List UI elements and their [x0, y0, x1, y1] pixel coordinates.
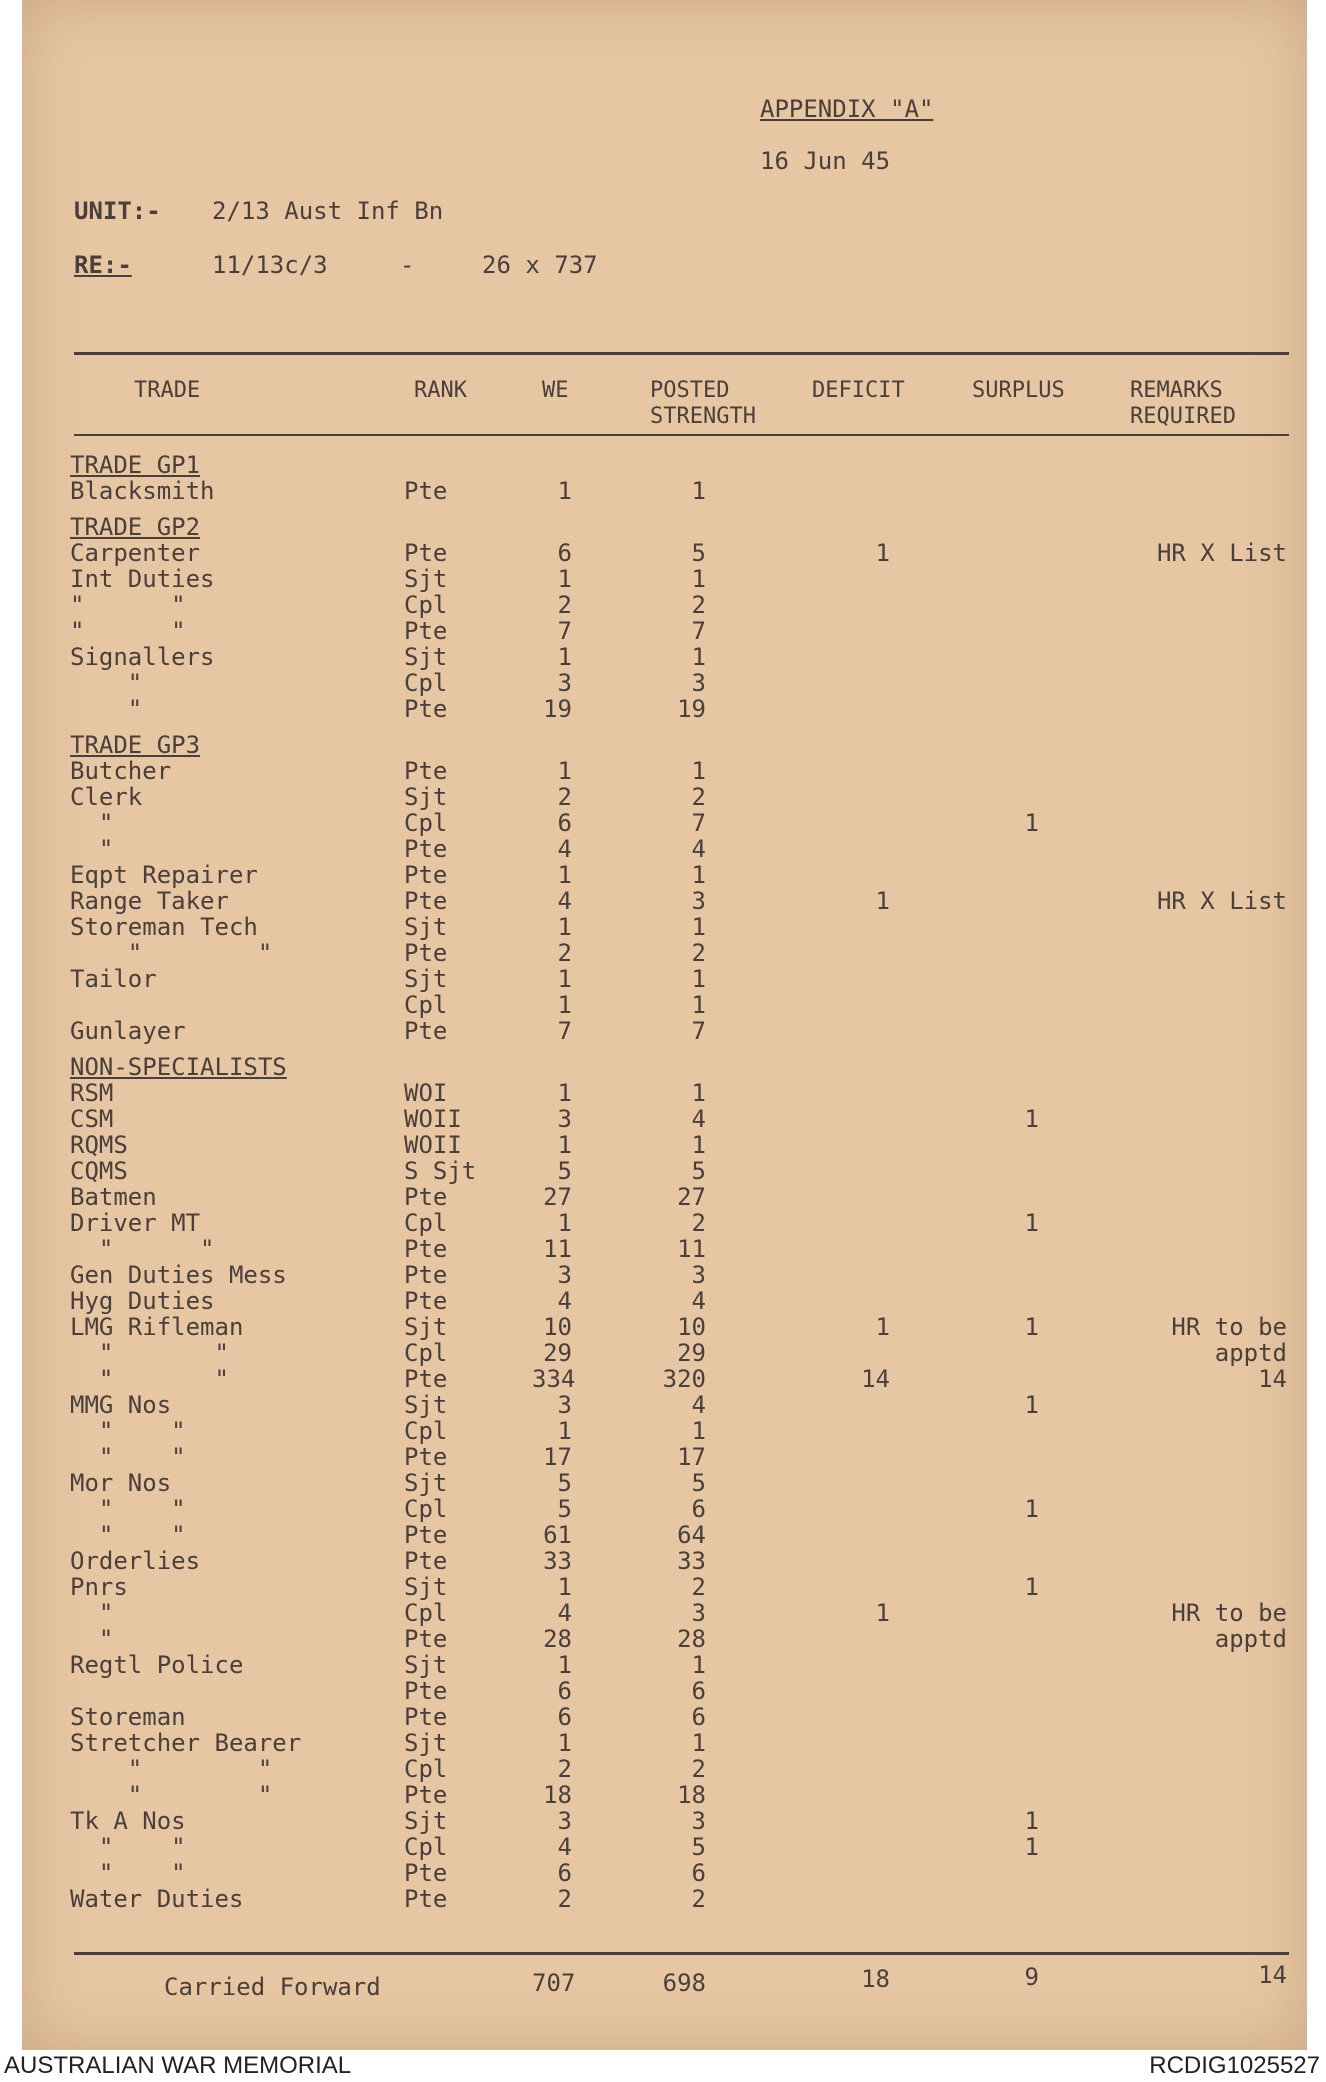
trade-cell: Tk A Nos — [70, 1807, 186, 1835]
surplus-cell: 1 — [1024, 1105, 1039, 1133]
we-cell: 1 — [557, 757, 572, 785]
remarks-cell: HR X List — [1156, 887, 1287, 915]
we-cell: 6 — [557, 539, 572, 567]
we-cell: 1 — [557, 1079, 572, 1107]
rank-cell: Pte — [404, 1677, 448, 1705]
posted-cell: 6 — [691, 1495, 706, 1523]
rank-cell: Sjt — [404, 643, 448, 671]
we-cell: 2 — [557, 939, 572, 967]
we-cell: 1 — [557, 477, 572, 505]
table-top-rule — [74, 352, 1289, 355]
rank-cell: Pte — [404, 1287, 448, 1315]
posted-cell: 6 — [691, 1703, 706, 1731]
totals-label: Carried Forward — [164, 1973, 381, 2001]
posted-cell: 4 — [691, 1105, 706, 1133]
remarks-cell: HR X List — [1156, 539, 1287, 567]
totals-deficit: 18 — [861, 1965, 890, 1993]
trade-cell: Tailor — [70, 965, 157, 993]
document-date: 16 Jun 45 — [760, 147, 891, 175]
ref-extra: 26 x 737 — [482, 251, 598, 279]
we-cell: 1 — [557, 861, 572, 889]
rank-cell: Cpl — [404, 1417, 448, 1445]
rank-cell: Cpl — [404, 1599, 448, 1627]
rank-cell: Pte — [404, 939, 448, 967]
we-cell: 4 — [557, 1287, 572, 1315]
rank-cell: Sjt — [404, 965, 448, 993]
trade-cell: RSM — [70, 1079, 114, 1107]
trade-cell: " " — [70, 1833, 186, 1861]
header-bottom-rule — [74, 434, 1289, 436]
we-cell: 19 — [543, 695, 572, 723]
col-header-rank: RANK — [414, 378, 467, 403]
surplus-cell: 1 — [1024, 1573, 1039, 1601]
we-cell: 17 — [543, 1443, 572, 1471]
remarks-cell: HR to be — [1171, 1313, 1287, 1341]
we-cell: 11 — [543, 1235, 572, 1263]
rank-cell: Pte — [404, 1261, 448, 1289]
rank-cell: Pte — [404, 1017, 448, 1045]
we-cell: 33 — [543, 1547, 572, 1575]
rank-cell: Pte — [404, 757, 448, 785]
posted-cell: 5 — [691, 1833, 706, 1861]
trade-cell: LMG Rifleman — [70, 1313, 244, 1341]
rank-cell: Pte — [404, 1703, 448, 1731]
trade-cell: Storeman — [70, 1703, 186, 1731]
trade-cell: Signallers — [70, 643, 215, 671]
remarks-cell: apptd — [1214, 1339, 1287, 1367]
deficit-cell: 14 — [861, 1365, 890, 1393]
rank-cell: Sjt — [404, 913, 448, 941]
posted-cell: 7 — [691, 617, 706, 645]
we-cell: 18 — [543, 1781, 572, 1809]
we-cell: 5 — [557, 1495, 572, 1523]
we-cell: 7 — [557, 1017, 572, 1045]
rank-cell: Pte — [404, 477, 448, 505]
we-cell: 2 — [557, 1755, 572, 1783]
we-cell: 2 — [557, 1885, 572, 1913]
rank-cell: Pte — [404, 1365, 448, 1393]
trade-cell: " " — [70, 1339, 229, 1367]
posted-cell: 1 — [691, 991, 706, 1019]
rank-cell: Sjt — [404, 1729, 448, 1757]
trade-cell: " " — [70, 591, 186, 619]
we-cell: 28 — [543, 1625, 572, 1653]
posted-cell: 2 — [691, 939, 706, 967]
posted-cell: 7 — [691, 1017, 706, 1045]
unit-label: UNIT:- — [74, 197, 161, 225]
posted-cell: 6 — [691, 1859, 706, 1887]
trade-cell: " " — [70, 1235, 215, 1263]
trade-cell: " " — [70, 1781, 273, 1809]
we-cell: 3 — [557, 1261, 572, 1289]
trade-cell: Driver MT — [70, 1209, 201, 1237]
trade-cell: Gen Duties Mess — [70, 1261, 287, 1289]
posted-cell: 2 — [691, 783, 706, 811]
posted-cell: 2 — [691, 1885, 706, 1913]
posted-cell: 3 — [691, 1599, 706, 1627]
rank-cell: Pte — [404, 1859, 448, 1887]
posted-cell: 2 — [691, 1573, 706, 1601]
rank-cell: Pte — [404, 1547, 448, 1575]
remarks-cell: 14 — [1258, 1365, 1287, 1393]
rank-cell: WOII — [404, 1131, 462, 1159]
trade-cell: Batmen — [70, 1183, 157, 1211]
col-header-surplus: SURPLUS — [972, 378, 1065, 403]
rank-cell: Pte — [404, 861, 448, 889]
posted-cell: 27 — [677, 1183, 706, 1211]
rank-cell: Pte — [404, 1885, 448, 1913]
posted-cell: 5 — [691, 539, 706, 567]
surplus-cell: 1 — [1024, 1313, 1039, 1341]
appendix-title: APPENDIX "A" — [760, 95, 934, 123]
posted-cell: 19 — [677, 695, 706, 723]
posted-cell: 7 — [691, 809, 706, 837]
posted-cell: 29 — [677, 1339, 706, 1367]
trade-cell: " " — [70, 1495, 186, 1523]
rank-cell: Cpl — [404, 809, 448, 837]
posted-cell: 10 — [677, 1313, 706, 1341]
trade-cell: " — [70, 1599, 114, 1627]
deficit-cell: 1 — [875, 887, 890, 915]
group-heading: TRADE GP3 — [70, 731, 201, 759]
rank-cell: Pte — [404, 1235, 448, 1263]
we-cell: 1 — [557, 965, 572, 993]
we-cell: 6 — [557, 1859, 572, 1887]
trade-cell: " — [70, 669, 143, 697]
group-heading: TRADE GP1 — [70, 451, 201, 479]
posted-cell: 11 — [677, 1235, 706, 1263]
surplus-cell: 1 — [1024, 809, 1039, 837]
rank-cell: WOI — [404, 1079, 448, 1107]
totals-posted: 698 — [662, 1969, 706, 1997]
posted-cell: 64 — [677, 1521, 706, 1549]
rank-cell: S Sjt — [404, 1157, 477, 1185]
trade-cell: " " — [70, 1417, 186, 1445]
we-cell: 2 — [557, 591, 572, 619]
posted-cell: 4 — [691, 1287, 706, 1315]
archive-credit: AUSTRALIAN WAR MEMORIAL — [4, 2052, 352, 2079]
posted-cell: 3 — [691, 669, 706, 697]
trade-cell: " " — [70, 1755, 273, 1783]
remarks-cell: apptd — [1214, 1625, 1287, 1653]
we-cell: 61 — [543, 1521, 572, 1549]
posted-cell: 1 — [691, 1417, 706, 1445]
trade-cell: Int Duties — [70, 565, 215, 593]
rank-cell: Sjt — [404, 1391, 448, 1419]
rank-cell: Cpl — [404, 1755, 448, 1783]
rank-cell: Cpl — [404, 991, 448, 1019]
we-cell: 4 — [557, 1833, 572, 1861]
we-cell: 1 — [557, 1729, 572, 1757]
we-cell: 2 — [557, 783, 572, 811]
trade-cell: " — [70, 695, 143, 723]
rank-cell: Pte — [404, 835, 448, 863]
we-cell: 5 — [557, 1469, 572, 1497]
we-cell: 4 — [557, 887, 572, 915]
document-page — [22, 0, 1307, 2050]
we-cell: 6 — [557, 809, 572, 837]
posted-cell: 2 — [691, 1209, 706, 1237]
rank-cell: Sjt — [404, 1469, 448, 1497]
we-cell: 5 — [557, 1157, 572, 1185]
trade-cell: " " — [70, 939, 273, 967]
surplus-cell: 1 — [1024, 1391, 1039, 1419]
we-cell: 1 — [557, 913, 572, 941]
trade-cell: " — [70, 1625, 114, 1653]
trade-cell: Butcher — [70, 757, 172, 785]
rank-cell: Sjt — [404, 1651, 448, 1679]
we-cell: 1 — [557, 1651, 572, 1679]
rank-cell: Cpl — [404, 1833, 448, 1861]
surplus-cell: 1 — [1024, 1209, 1039, 1237]
we-cell: 1 — [557, 1573, 572, 1601]
posted-cell: 1 — [691, 643, 706, 671]
posted-cell: 5 — [691, 1157, 706, 1185]
trade-cell: RQMS — [70, 1131, 128, 1159]
ref-label: RE:- — [74, 251, 132, 279]
col-header-deficit: DEFICIT — [812, 378, 905, 403]
posted-cell: 4 — [691, 1391, 706, 1419]
posted-cell: 2 — [691, 1755, 706, 1783]
col-header-posted-1: POSTED — [650, 378, 730, 403]
we-cell: 334 — [532, 1365, 576, 1393]
trade-cell: " — [70, 835, 114, 863]
we-cell: 3 — [557, 1807, 572, 1835]
surplus-cell: 1 — [1024, 1833, 1039, 1861]
surplus-cell: 1 — [1024, 1807, 1039, 1835]
we-cell: 1 — [557, 565, 572, 593]
surplus-cell: 1 — [1024, 1495, 1039, 1523]
we-cell: 3 — [557, 1391, 572, 1419]
trade-cell: Mor Nos — [70, 1469, 172, 1497]
ref-dash: - — [400, 251, 415, 279]
rank-cell: Pte — [404, 887, 448, 915]
posted-cell: 2 — [691, 591, 706, 619]
rank-cell: Cpl — [404, 1495, 448, 1523]
we-cell: 1 — [557, 1417, 572, 1445]
rank-cell: Cpl — [404, 1339, 448, 1367]
trade-cell: Carpenter — [70, 539, 201, 567]
posted-cell: 1 — [691, 913, 706, 941]
trade-cell: Blacksmith — [70, 477, 215, 505]
posted-cell: 28 — [677, 1625, 706, 1653]
posted-cell: 1 — [691, 565, 706, 593]
rank-cell: Sjt — [404, 1573, 448, 1601]
trade-cell: " " — [70, 1365, 229, 1393]
we-cell: 3 — [557, 669, 572, 697]
unit-value: 2/13 Aust Inf Bn — [212, 197, 444, 225]
rank-cell: Pte — [404, 539, 448, 567]
posted-cell: 1 — [691, 1079, 706, 1107]
trade-cell: CSM — [70, 1105, 114, 1133]
trade-cell: Storeman Tech — [70, 913, 258, 941]
posted-cell: 3 — [691, 1807, 706, 1835]
deficit-cell: 1 — [875, 1313, 890, 1341]
posted-cell: 320 — [662, 1365, 706, 1393]
we-cell: 4 — [557, 835, 572, 863]
posted-cell: 1 — [691, 861, 706, 889]
posted-cell: 3 — [691, 1261, 706, 1289]
trade-cell: " " — [70, 617, 186, 645]
we-cell: 1 — [557, 1209, 572, 1237]
rank-cell: Sjt — [404, 565, 448, 593]
we-cell: 7 — [557, 617, 572, 645]
posted-cell: 1 — [691, 1729, 706, 1757]
rank-cell: Pte — [404, 1625, 448, 1653]
trade-cell: Stretcher Bearer — [70, 1729, 302, 1757]
we-cell: 6 — [557, 1703, 572, 1731]
posted-cell: 6 — [691, 1677, 706, 1705]
deficit-cell: 1 — [875, 539, 890, 567]
rank-cell: Sjt — [404, 1313, 448, 1341]
group-heading: TRADE GP2 — [70, 513, 201, 541]
rank-cell: Cpl — [404, 669, 448, 697]
trade-cell: Hyg Duties — [70, 1287, 215, 1315]
trade-cell: Water Duties — [70, 1885, 244, 1913]
rank-cell: Pte — [404, 1521, 448, 1549]
trade-cell: Eqpt Repairer — [70, 861, 258, 889]
rank-cell: Pte — [404, 695, 448, 723]
archive-footer — [0, 2050, 1326, 2082]
rank-cell: Pte — [404, 1781, 448, 1809]
trade-cell: Gunlayer — [70, 1017, 186, 1045]
trade-cell: CQMS — [70, 1157, 128, 1185]
posted-cell: 33 — [677, 1547, 706, 1575]
we-cell: 1 — [557, 991, 572, 1019]
we-cell: 29 — [543, 1339, 572, 1367]
posted-cell: 1 — [691, 757, 706, 785]
trade-cell: Pnrs — [70, 1573, 128, 1601]
trade-cell: " " — [70, 1859, 186, 1887]
rank-cell: Cpl — [404, 1209, 448, 1237]
we-cell: 6 — [557, 1677, 572, 1705]
we-cell: 1 — [557, 643, 572, 671]
rank-cell: Pte — [404, 1183, 448, 1211]
trade-cell: " — [70, 809, 114, 837]
ref-value: 11/13c/3 — [212, 251, 328, 279]
posted-cell: 18 — [677, 1781, 706, 1809]
posted-cell: 1 — [691, 1651, 706, 1679]
rank-cell: Sjt — [404, 1807, 448, 1835]
posted-cell: 1 — [691, 965, 706, 993]
trade-cell: Range Taker — [70, 887, 229, 915]
col-header-remarks-1: REMARKS — [1130, 378, 1223, 403]
archive-id: RCDIG1025527 — [1149, 2052, 1320, 2079]
rank-cell: Cpl — [404, 591, 448, 619]
totals-we: 707 — [532, 1969, 576, 1997]
posted-cell: 17 — [677, 1443, 706, 1471]
trade-cell: " " — [70, 1521, 186, 1549]
group-heading: NON-SPECIALISTS — [70, 1053, 287, 1081]
totals-rule — [74, 1952, 1289, 1955]
posted-cell: 5 — [691, 1469, 706, 1497]
we-cell: 3 — [557, 1105, 572, 1133]
posted-cell: 4 — [691, 835, 706, 863]
trade-cell: Regtl Police — [70, 1651, 244, 1679]
rank-cell: Pte — [404, 617, 448, 645]
posted-cell: 3 — [691, 887, 706, 915]
col-header-we: WE — [542, 378, 569, 403]
col-header-remarks-2: REQUIRED — [1130, 404, 1236, 429]
rank-cell: Sjt — [404, 783, 448, 811]
we-cell: 4 — [557, 1599, 572, 1627]
remarks-cell: HR to be — [1171, 1599, 1287, 1627]
posted-cell: 1 — [691, 1131, 706, 1159]
trade-cell: MMG Nos — [70, 1391, 172, 1419]
totals-remarks: 14 — [1258, 1961, 1287, 1989]
col-header-posted-2: STRENGTH — [650, 404, 756, 429]
rank-cell: Pte — [404, 1443, 448, 1471]
totals-surplus: 9 — [1024, 1963, 1039, 1991]
posted-cell: 1 — [691, 477, 706, 505]
deficit-cell: 1 — [875, 1599, 890, 1627]
col-header-trade: TRADE — [134, 378, 201, 403]
trade-cell: Orderlies — [70, 1547, 201, 1575]
we-cell: 27 — [543, 1183, 572, 1211]
rank-cell: WOII — [404, 1105, 462, 1133]
we-cell: 1 — [557, 1131, 572, 1159]
trade-cell: " " — [70, 1443, 186, 1471]
we-cell: 10 — [543, 1313, 572, 1341]
trade-cell: Clerk — [70, 783, 143, 811]
